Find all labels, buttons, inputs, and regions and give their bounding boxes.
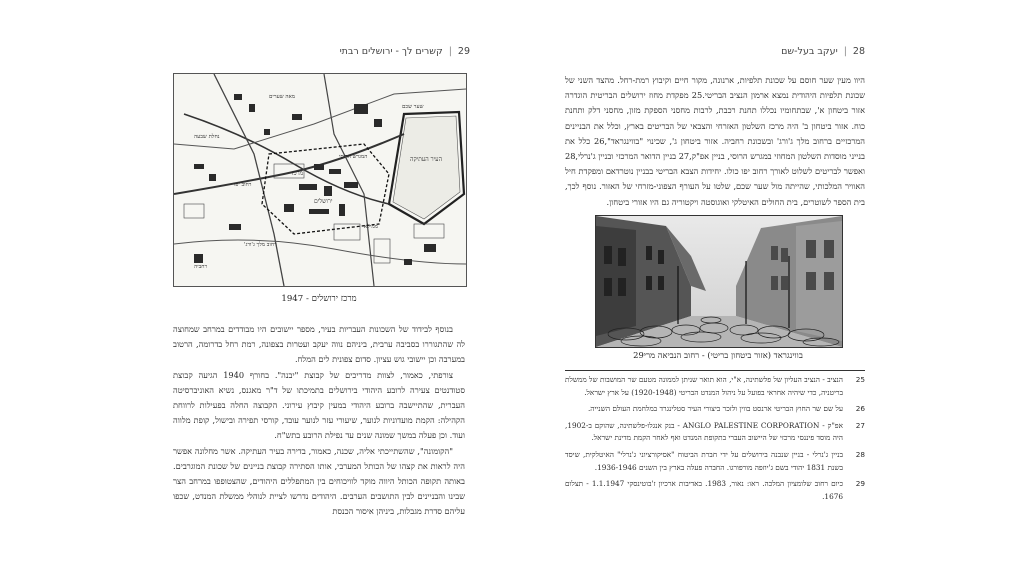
map-label: רחוב מלך ג'ורג': [244, 242, 277, 248]
footnote-divider: [565, 370, 865, 371]
footnote-text: בניין ג'נרלי - בניין שנבנה בירושלים על ידי חברת הביטוח "אסיקורציוני ג'נרלי" האיטלקית, שיסד בשנת 1831 יהודי בשם ג'יוזפה מורפורגו. החברה פעלה בארץ בין השנים 1936-1946.: [565, 449, 843, 472]
footnote: [565, 420, 865, 445]
footnote-number: 28: [855, 449, 865, 459]
running-head-right: [565, 44, 865, 58]
separator: |: [448, 45, 452, 57]
map-label: ירושלים: [314, 198, 333, 205]
footnotes: [565, 374, 865, 507]
footnote: [565, 403, 865, 416]
footnote-number: 29: [855, 479, 865, 489]
map-label: מרכז: [292, 170, 304, 177]
footnote-text: על שם שר החוץ הבריטי ארנסט בווין ולזכר ביצורי העיר סטלינגרד במלחמת העולם השנייה.: [587, 404, 843, 414]
footnote-number: 27: [855, 420, 865, 430]
map-label: מאה שערים: [269, 94, 296, 100]
page-number: 29: [457, 45, 470, 57]
page-number: 28: [852, 45, 865, 57]
right-body-text: [565, 73, 865, 210]
map-label: נחלת שבעה: [194, 134, 220, 140]
jerusalem-map: [173, 73, 467, 287]
paragraph: צורפתי, כאמור, לצוות מדריכים של קבוצת "יבנה". בחורף 1940 הגיעה קבוצת סטודנטים צעירה לרובע היהודי בירושלים בתמיכתו של ד"ר מאגנס, נשיא האוניברסיטה העברית, שהתיישבה ברובע היהודי במעין קיבוץ עירוני. הקבוצה החלה בפעילות לרווחת הקהילה: הקמת מועדוניות לנוער, שיעורי עזר לנוער עובד, קורסי תפירה ובישול, קופת מלווה ועוד. וכן פעלה במשך שמונה שנים עד נפילת הרובע בתש"ח.: [173, 369, 465, 441]
footnote: [565, 449, 865, 474]
footnote-number: 26: [855, 404, 865, 414]
paragraph: "הקומונה", שהשתייכתי אליה, שכנה, כאמור, בדירה בעיר העתיקה. אשר מחלונה אפשר היה לראות את קצהו של הכותל המערבי, אותו הסתירה קבוצת בניינים של שכונת המוגרבים. באותה תקופה הכותל היווה מוקד לוויכוחים בין המתפללים היהודים, שהצטופפו במרחב הצר שבינו והבניינים לבין התושבים הערבים. היהודים נדרשו לציית לנוהלי ממשלת המנדט, שכפו עליהם סדרת מגבלות, ביניהן איסור הכנסת: [173, 445, 465, 517]
map-label: העיר העתיקה: [410, 156, 443, 163]
footnote-text: הנציב - הנציב העליון של פלשתינה, א"י, הוא תואר שניתן לממונה מטעם שר המושבות של ממשלת בריטניה, כדי שיהיה אחראי בפועל על ניהול המנדט הבריטי (1920-1948) על ארץ ישראל.: [565, 375, 843, 397]
paragraph: היוו מעין שער חוסם על שכונת תלפיות, ארנונה, מקור חיים וקיבוץ רמת-רחל. מהצד השני של שכונת תלפיות היהודית נמצא ארמון הנציב הבריטי.25 מפקדת מחוז ירושלים הבריטית הוגדרה אזור ביטחון א', שבתחומיו נכללו תחנת רכבת, לרבות מחסני הספקת מזון, מחסני דלק ותחנת כוח. אזור ביטחון ב' היה מרכז השלטון האזרחי והצבאי של הבריטים בארץ, וכלל את הבניינים המרכזיים ברחוב מלך ג'ורג' ובשכונת רחביה. אזור ביטחון ג', שכינוי "בווינגראד",26 כלל את בנייני מוסדות השלטון המחוזי במגרש הרוסי, בניין אפ"ק,27 בניין הדואר המרכזי ובניין ג'נרלי,28 ואפשר לבריטים לשלוט לאורך רחוב יפו כולו. יחידות הצבא הבריטי בבניין נוטרדאם ומפקדת חיל האוויר המלכותי, שהייתה מול שער שכם, שלטו על העורף הצפוני-מזרחי של האזור. נוסף לכך, בית הספר לשוטרים, בית החולים האיטלקי ואוגוסטה ויקטוריה גם היו אזורי ביטחון.: [565, 75, 866, 207]
photo-drawing: [596, 216, 842, 347]
running-head-title: קשרים לך - ירושלים רבתי: [339, 45, 443, 57]
left-body-text: [173, 322, 465, 520]
map-label: המגרש הרוסי: [339, 154, 368, 160]
left-page: [150, 0, 480, 576]
running-head-left: [170, 44, 470, 58]
footnote: [565, 478, 865, 503]
separator: |: [843, 45, 847, 57]
map-label: שער שכם: [402, 104, 424, 110]
map-caption: מרכז ירושלים - 1947: [281, 294, 357, 304]
photo-caption: בווינגראד (אזור ביטחון בריטי) - רחוב הנביאה מרי29: [633, 350, 803, 360]
footnote-text: כיום רחוב שלומציון המלכה. ראו: נאור, 1983. באדיבות ארכיון ז'בוטינסקי 1.1.1947 - תצלום 1676.: [565, 479, 844, 501]
footnote: [565, 374, 865, 399]
street-photo: [595, 215, 843, 348]
running-head-title: יעקב בעל-שם: [781, 45, 838, 57]
footnote-number: 25: [855, 375, 865, 384]
footnote-text: אפ"ק - ANGLO PALESTINE CORPORATION - בנק אנגלו-פלשתינה, שהוקם ב-1902, היה מוסד פיננסי מרכזי של היישוב העברי בתקופת המנדט ואף לאחר הקמת מדינת ישראל.: [565, 420, 843, 443]
paragraph: בנוסף לבידוד של השכונות העבריות בעיר, מספר יישובים היו מבודדים במרחב שמחוצה לה שהתגוררו בסביבה ערבית, ביניהם נווה יעקב ועטרות בצפונה, רמת רחל בדרומה, הרטוב במערבה וכן יישובי גוש עציון. סדום צפונית לים המלח.: [173, 324, 465, 365]
map-label: רחביה: [194, 264, 208, 270]
right-page: [545, 0, 875, 576]
map-label: רחוב יפו: [234, 182, 252, 188]
map-label: ממילא: [364, 224, 378, 230]
